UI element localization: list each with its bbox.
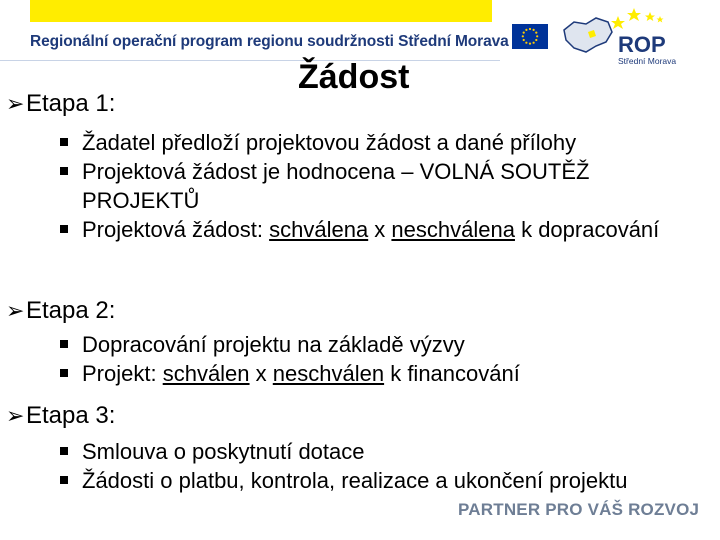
- square-bullet-icon: [60, 447, 68, 455]
- stage-label: Etapa 3:: [26, 402, 116, 429]
- footer-slogan: PARTNER PRO VÁŠ ROZVOJ: [458, 500, 700, 519]
- square-bullet-icon: [60, 369, 68, 377]
- list-item: Žádosti o platbu, kontrola, realizace a ukončení projektu: [60, 466, 650, 495]
- header-accent-bar: [30, 0, 492, 22]
- stage-2-heading: [6, 297, 115, 325]
- list-item: Projekt: schválen x neschválen k financování: [60, 359, 700, 388]
- list-item: Projektová žádost je hodnocena – VOLNÁ SOUTĚŽ PROJEKTŮ: [60, 157, 700, 215]
- square-bullet-icon: [60, 138, 68, 146]
- eu-flag-icon: [512, 24, 548, 49]
- approved-term: schválena: [269, 217, 369, 242]
- rejected-term: neschválen: [272, 361, 385, 386]
- list-item: Projektová žádost: schválena x neschválena k dopracování: [60, 215, 700, 244]
- square-bullet-icon: [60, 340, 68, 348]
- rop-logo-icon: [556, 2, 716, 70]
- slide-title: Žádost: [298, 58, 410, 96]
- square-bullet-icon: [60, 476, 68, 484]
- stage-2-items: [60, 330, 700, 388]
- stage-3-items: [60, 437, 650, 495]
- stage-1-items: [60, 128, 700, 244]
- list-item: Smlouva o poskytnutí dotace: [60, 437, 650, 466]
- list-item: Žadatel předloží projektovou žádost a dané přílohy: [60, 128, 700, 157]
- stage-label: Etapa 2:: [26, 297, 116, 324]
- logo-text: ROP: [618, 32, 666, 57]
- list-item: Dopracování projektu na základě výzvy: [60, 330, 700, 359]
- stage-label: Etapa 1:: [26, 90, 116, 117]
- rejected-term: neschválena: [391, 217, 515, 242]
- program-name: Regionální operační program regionu soudržnosti Střední Morava: [30, 33, 509, 50]
- logo-subtext: Střední Morava: [618, 56, 677, 66]
- stage-1-heading: [6, 90, 115, 118]
- square-bullet-icon: [60, 167, 68, 175]
- approved-term: schválen: [162, 361, 250, 386]
- square-bullet-icon: [60, 225, 68, 233]
- arrow-bullet-icon: ➢: [6, 91, 25, 116]
- arrow-bullet-icon: ➢: [6, 298, 25, 323]
- stage-3-heading: [6, 402, 115, 430]
- header-divider: [0, 60, 500, 61]
- arrow-bullet-icon: ➢: [6, 403, 25, 428]
